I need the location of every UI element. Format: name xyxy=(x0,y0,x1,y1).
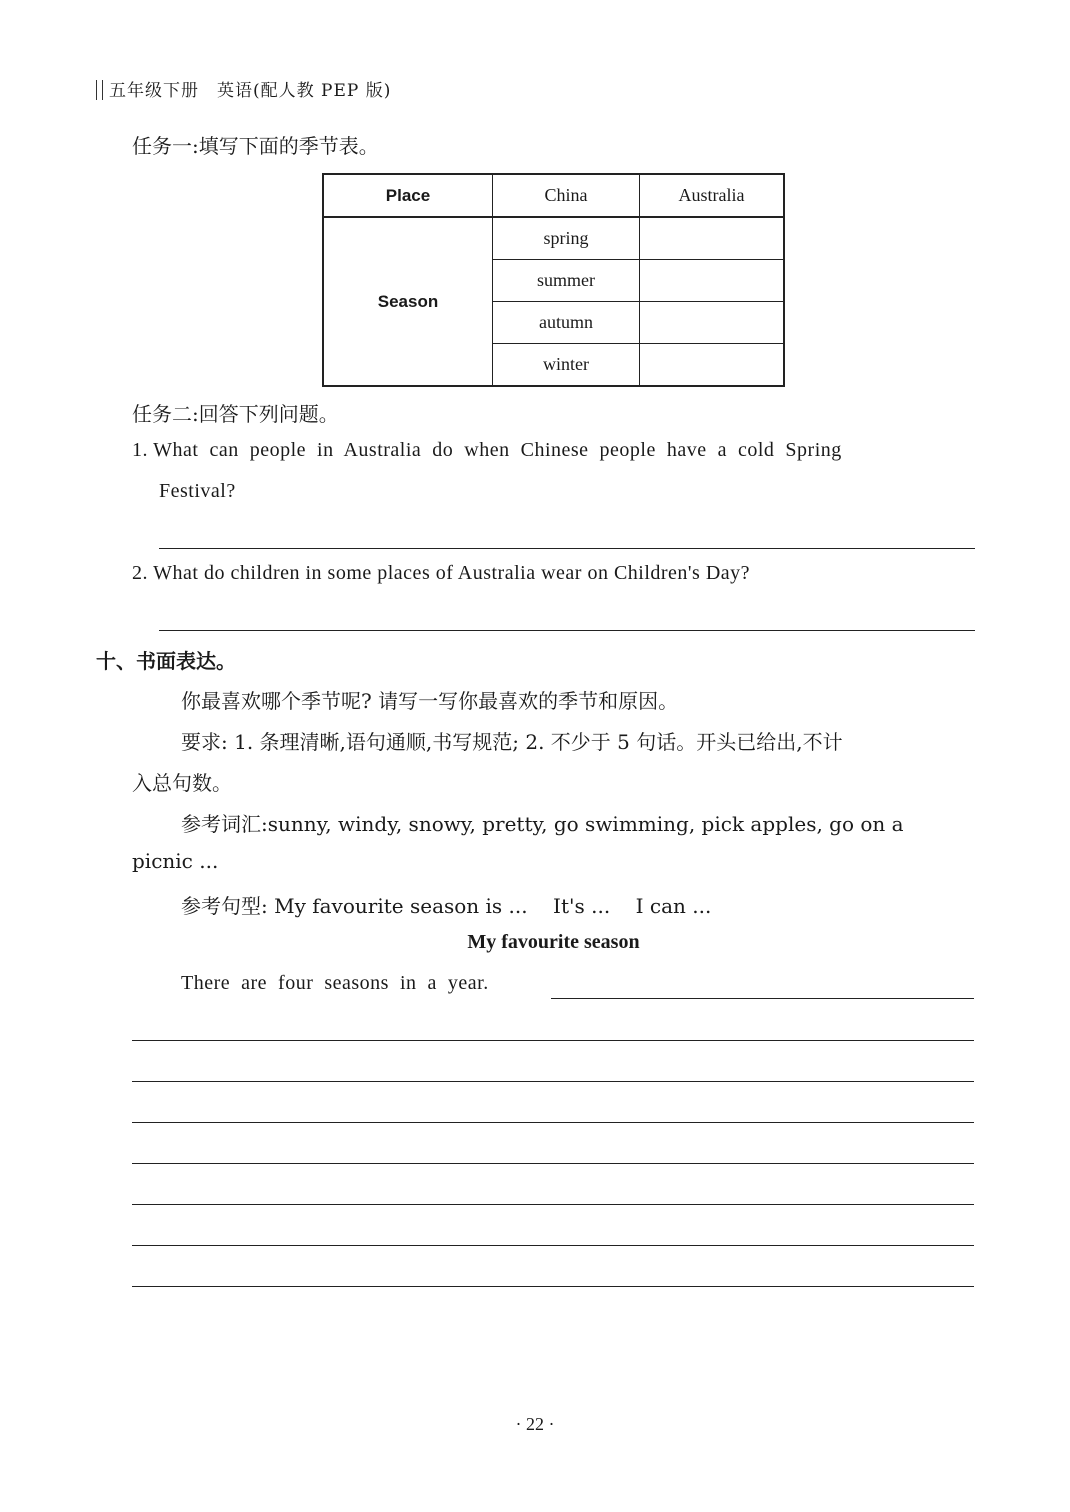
australia-season-blank[interactable] xyxy=(640,217,785,260)
writing-line[interactable] xyxy=(132,1081,974,1082)
australia-season-blank[interactable] xyxy=(640,302,785,344)
writing-line[interactable] xyxy=(132,1286,974,1287)
season-label: Season xyxy=(323,217,493,386)
answer-line-2[interactable] xyxy=(159,630,975,631)
writing-prompt: 你最喜欢哪个季节呢? 请写一写你最喜欢的季节和原因。 xyxy=(181,689,679,713)
requirements-line2: 入总句数。 xyxy=(132,771,232,795)
page-header xyxy=(96,76,391,101)
requirements-line1: 要求: 1. 条理清晰,语句通顺,书写规范; 2. 不少于 5 句话。开头已给出,不计 xyxy=(181,730,843,754)
australia-header: Australia xyxy=(640,174,785,217)
question-1-line2: Festival? xyxy=(159,480,236,502)
australia-season-blank[interactable] xyxy=(640,260,785,302)
vocabulary-line2: picnic ... xyxy=(132,849,219,873)
china-season-cell: autumn xyxy=(493,302,640,344)
china-season-cell: winter xyxy=(493,344,640,387)
task1-title: 任务一:填写下面的季节表。 xyxy=(132,134,379,158)
writing-line[interactable] xyxy=(551,998,974,999)
china-header: China xyxy=(493,174,640,217)
header-bar-icon xyxy=(96,80,103,100)
header-text: 五年级下册 英语(配人教 PEP 版) xyxy=(109,81,392,101)
essay-title: My favourite season xyxy=(467,931,640,953)
task2-title: 任务二:回答下列问题。 xyxy=(132,402,339,426)
essay-starter: There are four seasons in a year. xyxy=(181,972,489,994)
section-10-heading: 十、书面表达。 xyxy=(96,649,236,673)
writing-line[interactable] xyxy=(132,1122,974,1123)
australia-season-blank[interactable] xyxy=(640,344,785,387)
page-number: · 22 · xyxy=(515,1414,555,1434)
season-table xyxy=(322,173,785,387)
china-season-cell: spring xyxy=(493,217,640,260)
place-header: Place xyxy=(323,174,493,217)
sentence-patterns: 参考句型: My favourite season is ... It's ... I can ... xyxy=(181,894,712,918)
china-season-cell: summer xyxy=(493,260,640,302)
question-2: 2. What do children in some places of Australia wear on Children's Day? xyxy=(132,562,751,584)
writing-line[interactable] xyxy=(132,1163,974,1164)
question-1-line1: 1. What can people in Australia do when Chinese people have a cold Spring xyxy=(132,439,842,461)
writing-line[interactable] xyxy=(132,1245,974,1246)
answer-line-1[interactable] xyxy=(159,548,975,549)
writing-line[interactable] xyxy=(132,1040,974,1041)
writing-line[interactable] xyxy=(132,1204,974,1205)
vocabulary-line1: 参考词汇:sunny, windy, snowy, pretty, go swimming, pick apples, go on a xyxy=(181,812,904,836)
